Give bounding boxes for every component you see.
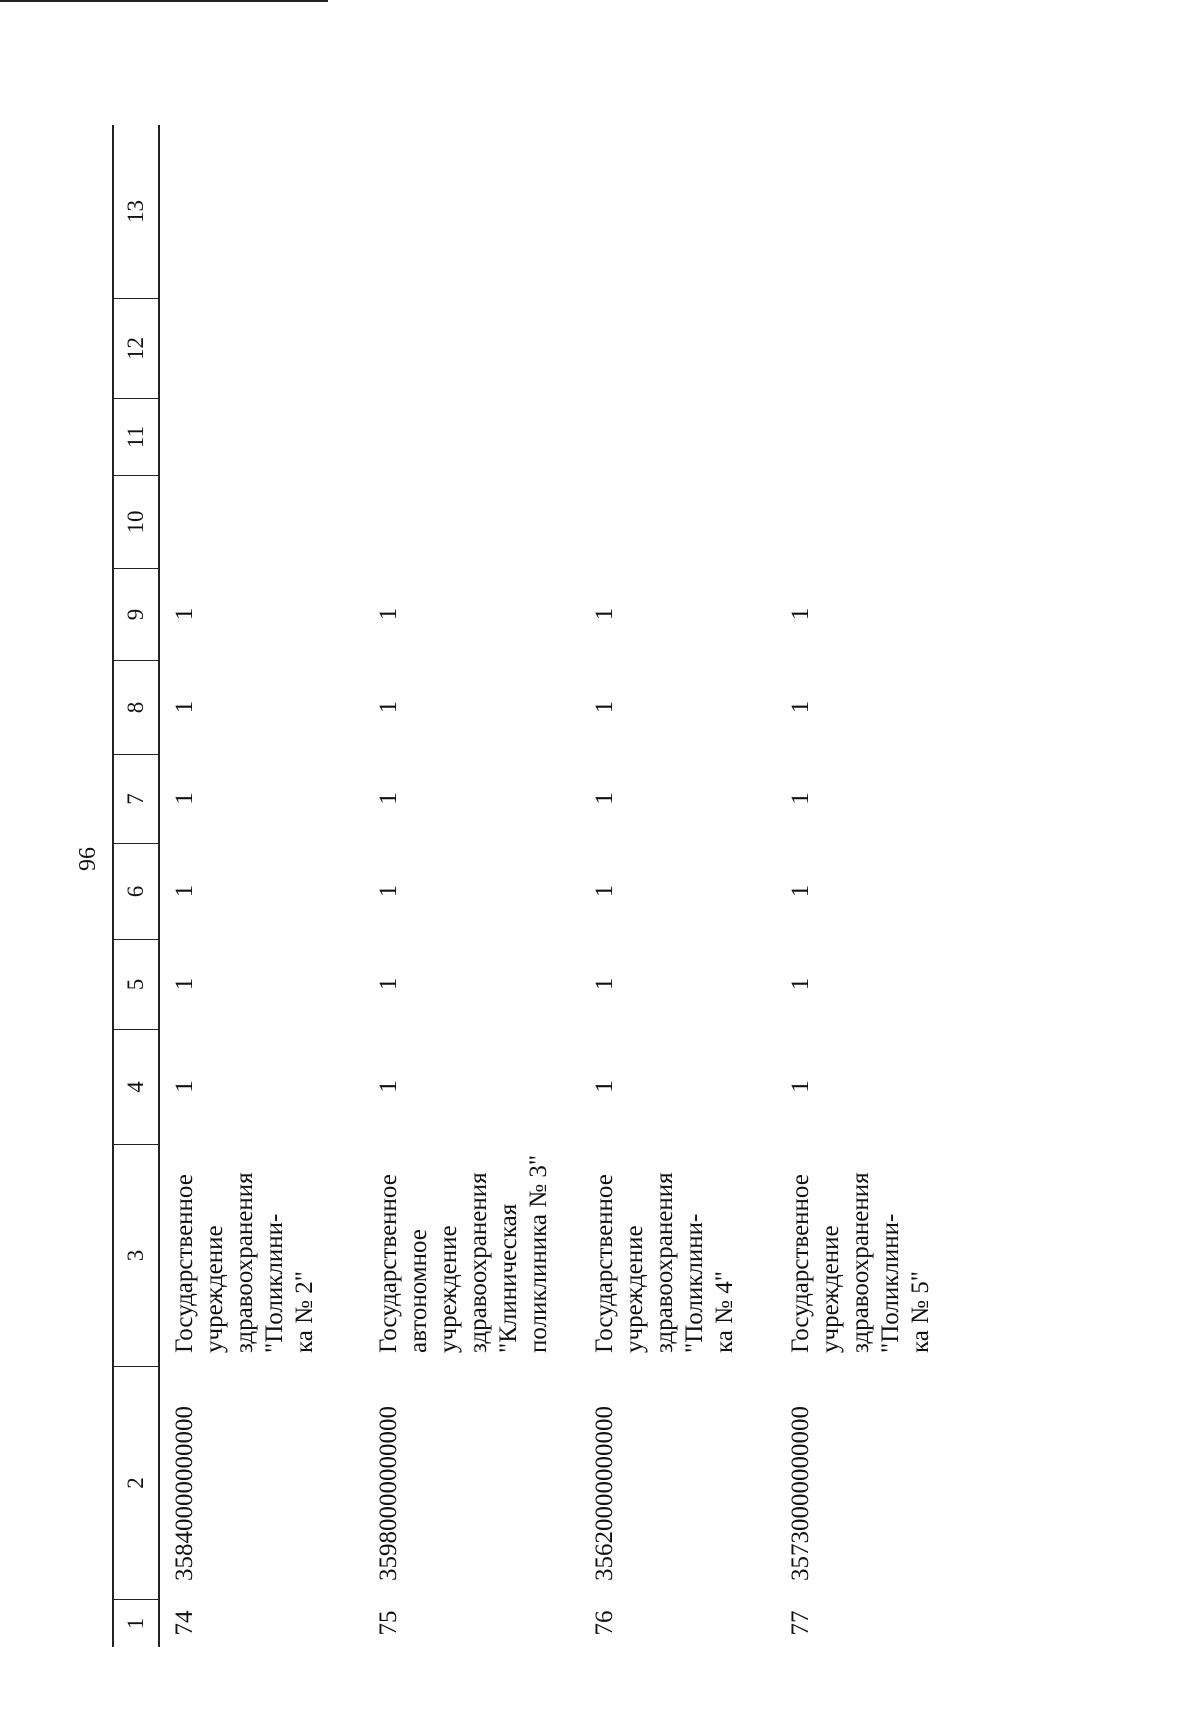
value-col-5: 1 (171, 977, 198, 991)
institution-name-line: Государственное (171, 1174, 198, 1353)
page-number-text: 96 (75, 847, 101, 871)
value-col-5: 1 (375, 977, 402, 991)
row-number: 77 (787, 1610, 814, 1636)
row-code: 35980000000000 (375, 1406, 402, 1581)
table-header-row (112, 125, 160, 1647)
data-table (112, 125, 1112, 1647)
value-col-4: 1 (591, 1080, 618, 1093)
value-col-7: 1 (787, 792, 814, 805)
header-col-10: 10 (114, 475, 158, 568)
value-col-6: 1 (375, 884, 402, 898)
value-col-6: 1 (591, 884, 618, 898)
institution-name-line: "Поликлини- (261, 1213, 288, 1353)
value-col-4: 1 (171, 1080, 198, 1093)
value-col-6: 1 (171, 884, 198, 898)
header-col-3: 3 (114, 1144, 158, 1366)
value-col-6: 1 (787, 884, 814, 898)
institution-name-line: учреждение (435, 1225, 462, 1353)
institution-name-line: "Поликлини- (681, 1213, 708, 1353)
header-col-5: 5 (114, 939, 158, 1029)
row-number: 74 (171, 1610, 198, 1636)
institution-name-line: Государственное (591, 1174, 618, 1353)
value-col-4: 1 (375, 1080, 402, 1093)
value-col-7: 1 (591, 792, 618, 805)
institution-name-line: ка № 4" (711, 1271, 738, 1353)
header-col-2: 2 (114, 1366, 158, 1599)
institution-name-line: автономное (405, 1229, 432, 1353)
institution-name-line: здравоохранения (231, 1172, 258, 1353)
value-col-7: 1 (171, 792, 198, 805)
value-col-8: 1 (591, 700, 618, 714)
institution-name-line: ка № 2" (291, 1271, 318, 1353)
value-col-9: 1 (171, 607, 198, 621)
value-col-9: 1 (591, 607, 618, 621)
row-number: 75 (375, 1610, 402, 1636)
institution-name-line: учреждение (201, 1225, 228, 1353)
value-col-8: 1 (787, 700, 814, 714)
header-col-12: 12 (114, 298, 158, 398)
header-col-6: 6 (114, 843, 158, 939)
institution-name-line: поликлиника № 3" (525, 1154, 552, 1353)
institution-name-line: "Клиническая (495, 1203, 522, 1353)
institution-name-line: ка № 5" (907, 1271, 934, 1353)
institution-name-line: учреждение (621, 1225, 648, 1353)
header-col-11: 11 (114, 398, 158, 475)
row-code: 35620000000000 (591, 1406, 618, 1581)
value-col-9: 1 (375, 607, 402, 621)
header-col-9: 9 (114, 568, 158, 660)
value-col-8: 1 (171, 700, 198, 714)
institution-name-line: Государственное (787, 1174, 814, 1353)
institution-name-line: здравоохранения (847, 1172, 874, 1353)
value-col-5: 1 (787, 977, 814, 991)
header-col-4: 4 (114, 1029, 158, 1144)
value-col-4: 1 (787, 1080, 814, 1093)
row-number: 76 (591, 1610, 618, 1636)
value-col-8: 1 (375, 700, 402, 714)
header-col-8: 8 (114, 660, 158, 754)
row-code: 35840000000000 (171, 1406, 198, 1581)
header-col-7: 7 (114, 754, 158, 843)
institution-name-line: "Поликлини- (877, 1213, 904, 1353)
institution-name-line: Государственное (375, 1174, 402, 1353)
institution-name-line: здравоохранения (651, 1172, 678, 1353)
value-col-7: 1 (375, 792, 402, 805)
institution-name-line: учреждение (817, 1225, 844, 1353)
header-col-13: 13 (123, 200, 148, 223)
row-code: 35730000000000 (787, 1406, 814, 1581)
value-col-5: 1 (591, 977, 618, 991)
header-col-1: 1 (114, 1599, 158, 1647)
value-col-9: 1 (787, 607, 814, 621)
institution-name-line: здравоохранения (465, 1172, 492, 1353)
